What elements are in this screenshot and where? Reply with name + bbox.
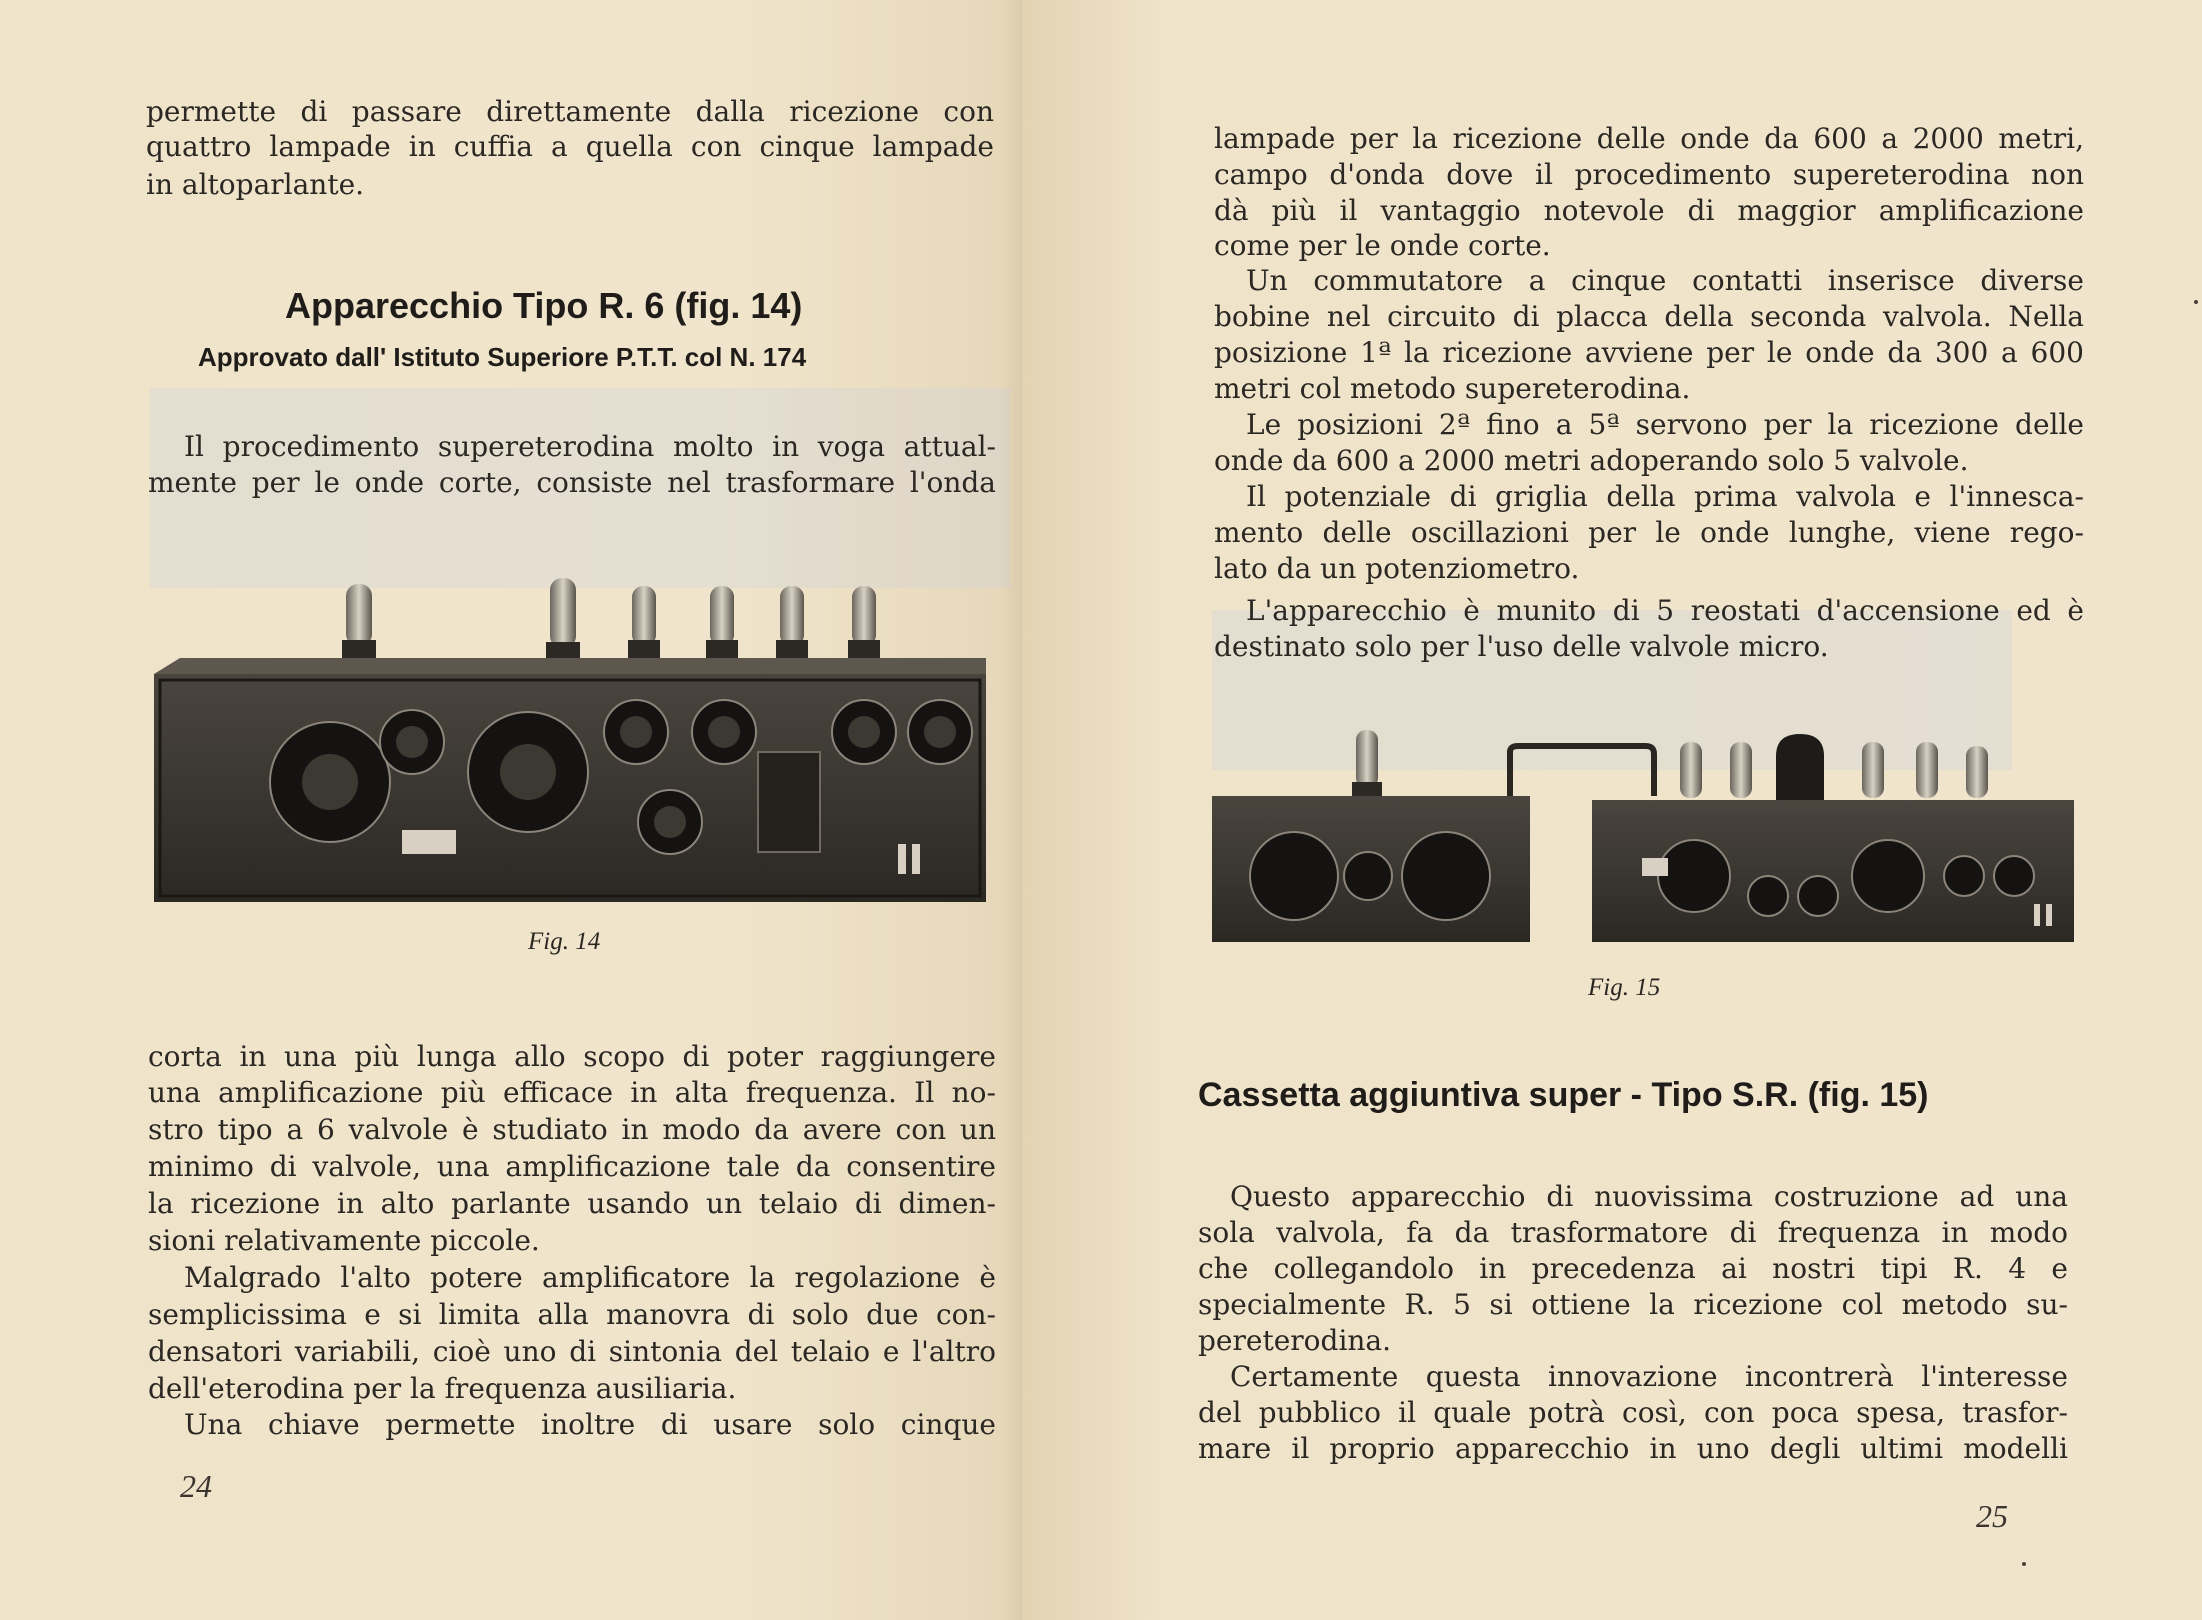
body-line: densatori variabili, cioè uno di sintonia del telaio e l'altro (148, 1335, 996, 1368)
figure-14-caption: Fig. 14 (528, 928, 601, 955)
right-page (1022, 0, 2202, 1620)
figure-15-caption: Fig. 15 (1588, 974, 1661, 1001)
body-line: una amplificazione più efficace in alta frequenza. Il no- (148, 1076, 996, 1109)
paragraph-line: Questo apparecchio di nuovissima costruzione ad una (1230, 1180, 2068, 1213)
body-line: corta in una più lunga allo scopo di poter raggiungere (148, 1040, 996, 1073)
page-number-right: 25 (1976, 1498, 2008, 1534)
paragraph-line: mente per le onde corte, consiste nel trasformare l'onda (148, 466, 996, 499)
body-line: minimo di valvole, una amplificazione tale da consentire (148, 1150, 996, 1183)
intro-line: in altoparlante. (146, 168, 365, 201)
paper-speck (2022, 1562, 2026, 1566)
body-line: come per le onde corte. (1214, 229, 1551, 262)
paragraph-line: Certamente questa innovazione incontrerà l'interesse (1230, 1360, 2068, 1393)
body-line: L'apparecchio è munito di 5 reostati d'accensione ed è (1246, 594, 2084, 627)
body-line: mento delle oscillazioni per le onde lunghe, viene rego- (1214, 516, 2084, 549)
body-line: metri col metodo supereterodina. (1214, 372, 1691, 405)
body-line: stro tipo a 6 valvole è studiato in modo da avere con un (148, 1113, 996, 1146)
body-line: Il potenziale di griglia della prima valvola e l'innesca- (1246, 480, 2084, 513)
page-number-left: 24 (180, 1468, 212, 1504)
intro-line: quattro lampade in cuffia a quella con cinque lampade (146, 130, 994, 163)
paragraph-line: specialmente R. 5 si ottiene la ricezione col metodo su- (1198, 1288, 2068, 1321)
body-line: destinato solo per l'uso delle valvole micro. (1214, 630, 1829, 663)
section-heading: Apparecchio Tipo R. 6 (fig. 14) (285, 285, 803, 326)
body-line: campo d'onda dove il procedimento supereterodina non (1214, 158, 2084, 191)
paragraph-line: del pubblico il quale potrà così, con poca spesa, trasfor- (1198, 1396, 2068, 1429)
body-line: lampade per la ricezione delle onde da 600 a 2000 metri, (1214, 122, 2084, 155)
paragraph-line: mare il proprio apparecchio in uno degli ultimi modelli (1198, 1432, 2068, 1465)
paragraph-line: sola valvola, fa da trasformatore di frequenza in modo (1198, 1216, 2068, 1249)
paper-speck (2194, 300, 2198, 304)
body-line: posizione 1ª la ricezione avviene per le onde da 300 a 600 (1214, 336, 2084, 369)
super-cassette-sr-photo (1208, 726, 2078, 944)
body-line: onde da 600 a 2000 metri adoperando solo 5 valvole. (1214, 444, 1969, 477)
body-line: dell'eterodina per la frequenza ausiliaria. (148, 1372, 737, 1405)
body-line: Malgrado l'alto potere amplificatore la regolazione è (184, 1261, 996, 1294)
body-line: semplicissima e si limita alla manovra di solo due con- (148, 1298, 996, 1331)
body-line: lato da un potenziometro. (1214, 552, 1580, 585)
paragraph-line: Il procedimento supereterodina molto in voga attual- (184, 430, 996, 463)
body-line: Un commutatore a cinque contatti inserisce diverse (1246, 264, 2084, 297)
intro-line: permette di passare direttamente dalla ricezione con (146, 95, 994, 128)
body-line: dà più il vantaggio notevole di maggior amplificazione (1214, 194, 2084, 227)
approval-subheading: Approvato dall' Istituto Superiore P.T.T. col N. 174 (198, 342, 807, 372)
left-page (0, 0, 1022, 1620)
body-line: sioni relativamente piccole. (148, 1224, 540, 1257)
body-line: bobine nel circuito di placca della seconda valvola. Nella (1214, 300, 2084, 333)
body-line: Una chiave permette inoltre di usare solo cinque (184, 1408, 996, 1441)
body-line: la ricezione in alto parlante usando un telaio di dimen- (148, 1187, 996, 1220)
section-heading: Cassetta aggiuntiva super - Tipo S.R. (fig. 15) (1198, 1076, 1929, 1114)
paragraph-line: che collegandolo in precedenza ai nostri tipi R. 4 e (1198, 1252, 2068, 1285)
body-line: Le posizioni 2ª fino a 5ª servono per la ricezione delle (1246, 408, 2084, 441)
radio-apparatus-r6-photo (150, 572, 990, 908)
paragraph-line: pereterodina. (1198, 1324, 1392, 1357)
